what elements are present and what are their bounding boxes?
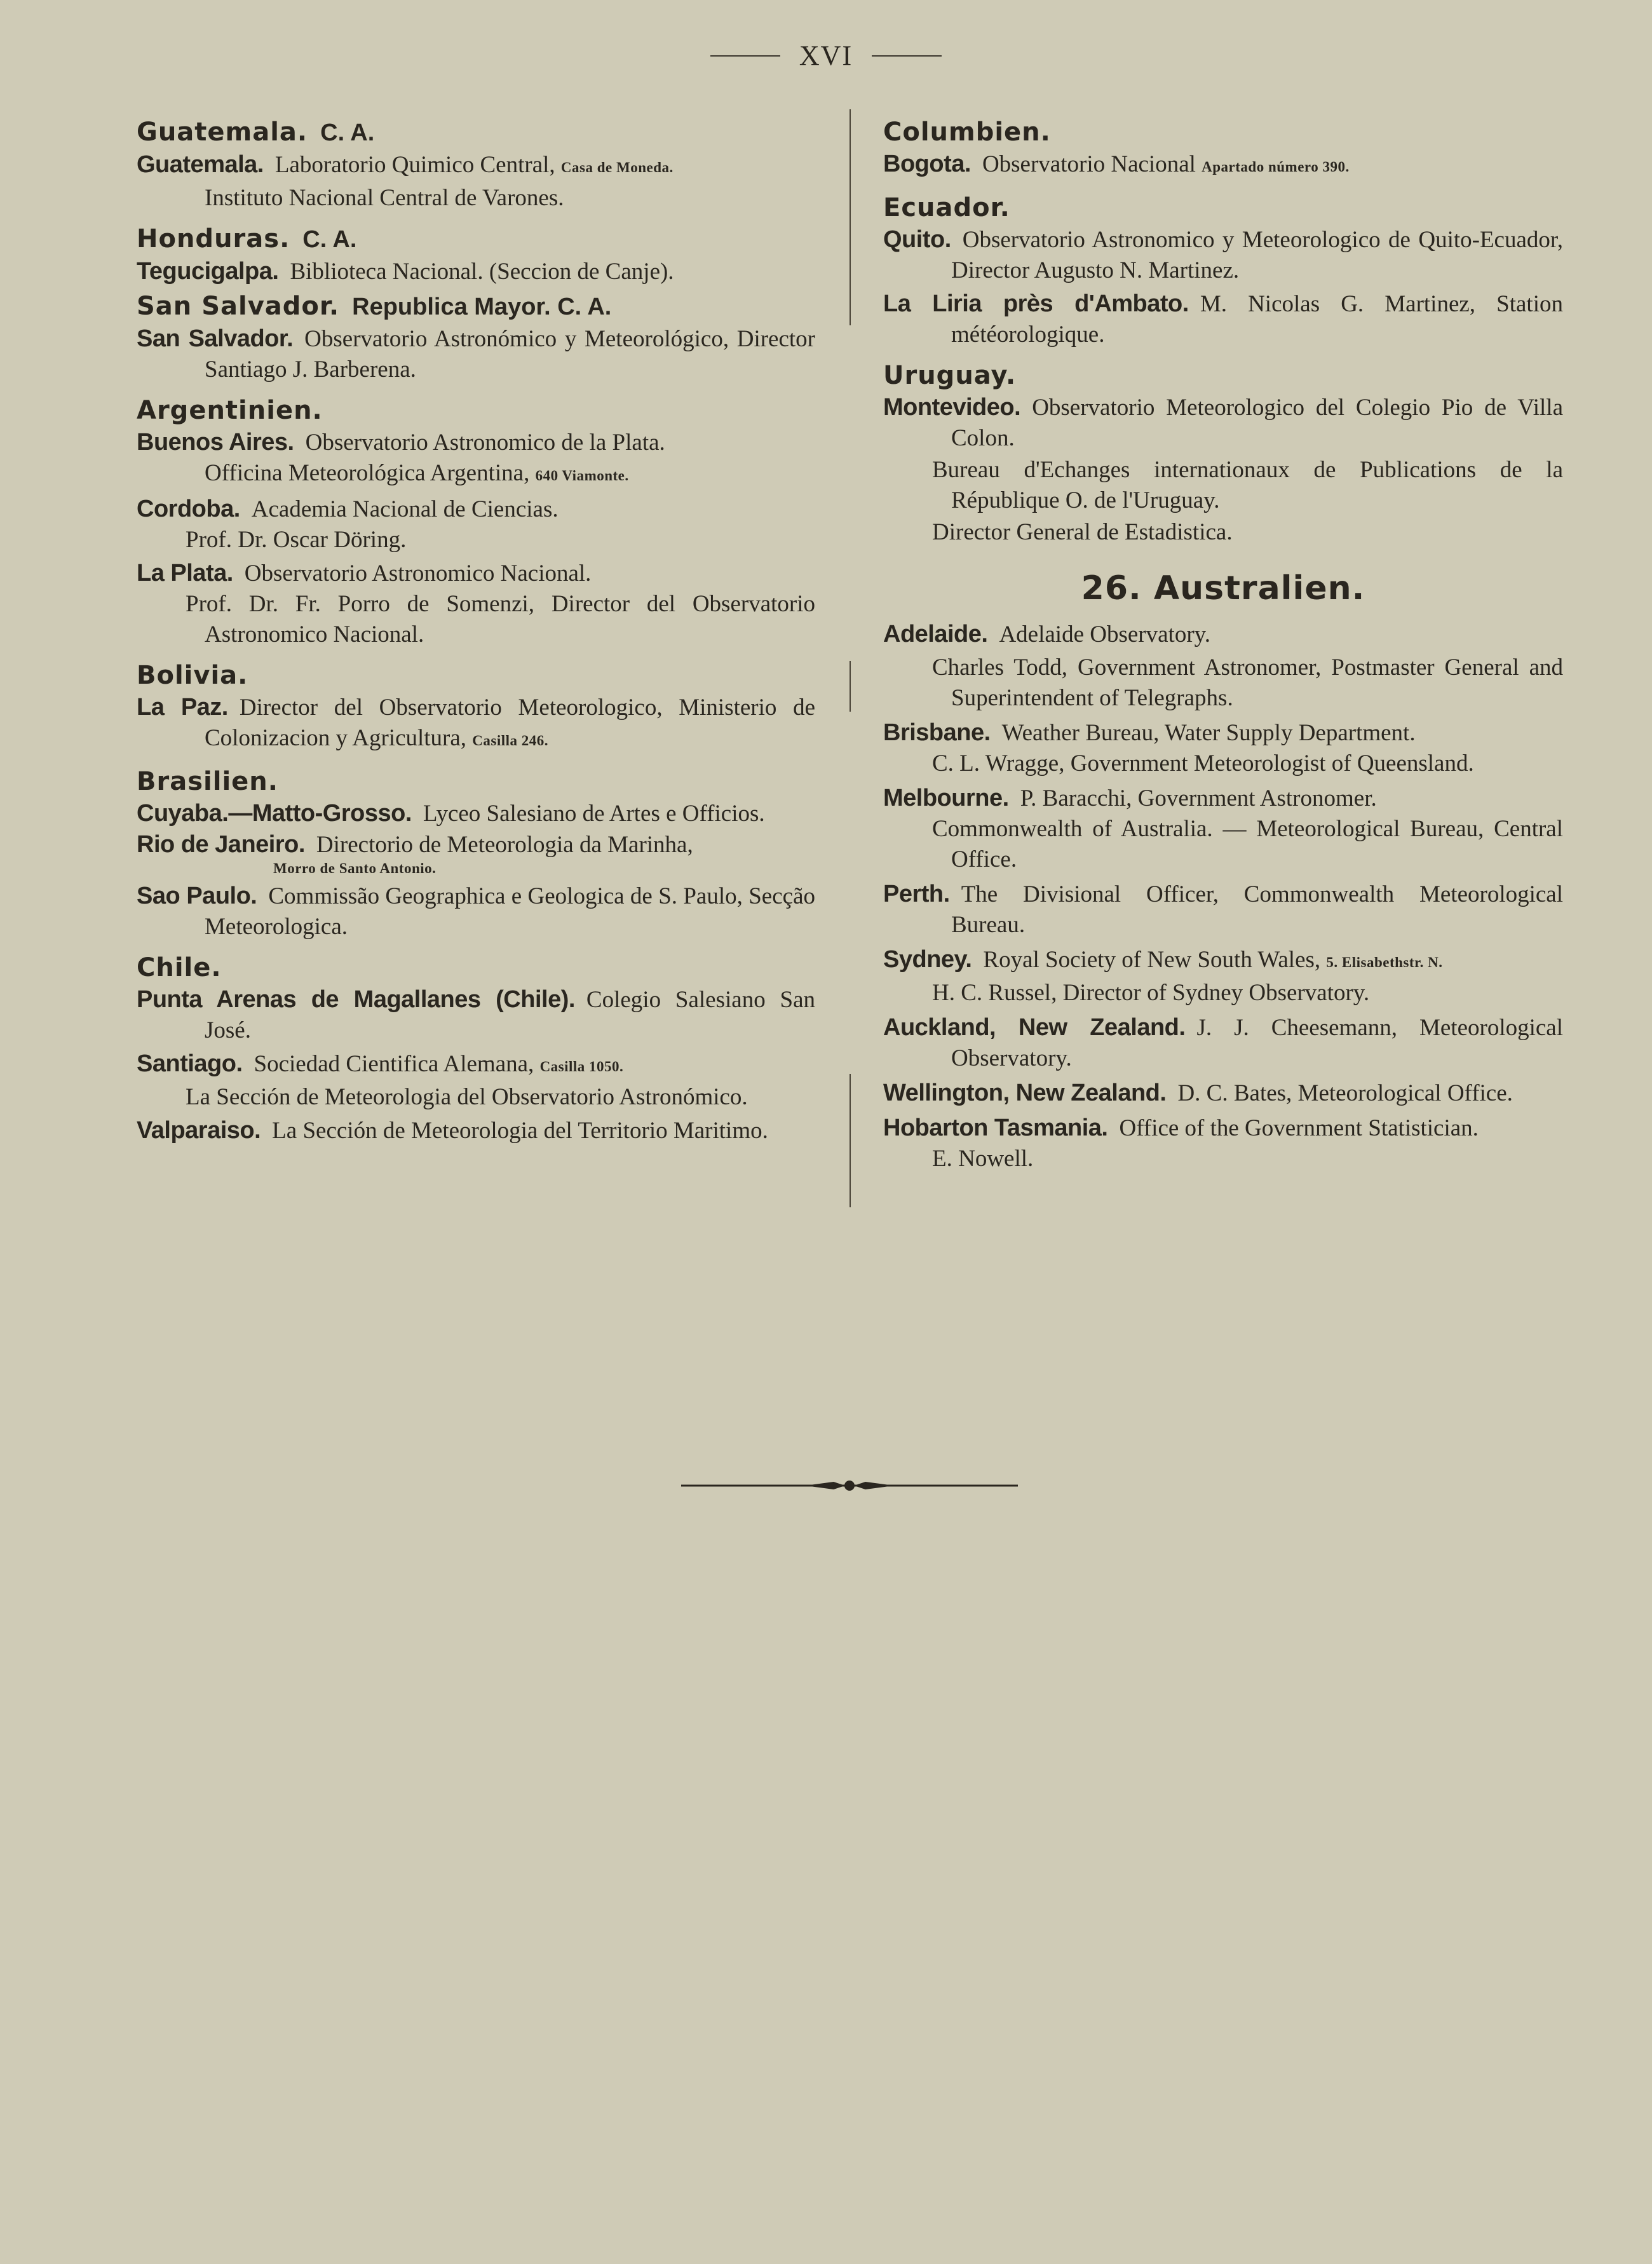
header-rule-right bbox=[872, 55, 942, 57]
column-separator bbox=[850, 109, 851, 325]
entry-adelaide-extra: Charles Todd, Government Astronomer, Postmaster General and Superintendent of Telegraphs. bbox=[932, 654, 1563, 711]
entry-hobarton: Hobarton Tasmania. Office of the Government Statistician. bbox=[883, 1115, 1479, 1141]
country-heading-honduras: Honduras. C. A. bbox=[137, 224, 357, 254]
column-separator bbox=[850, 1074, 851, 1207]
entry-bogota: Bogota. Observatorio Nacional Apartado número 390. bbox=[883, 151, 1350, 177]
country-heading-uruguay: Uruguay. bbox=[883, 361, 1017, 390]
entry-rio: Rio de Janeiro. Directorio de Meteorologia da Marinha, bbox=[137, 831, 693, 858]
entry-montevideo-bureau: Bureau d'Echanges internationaux de Publications de la République O. de l'Uruguay. bbox=[932, 457, 1563, 513]
entry-la-plata: La Plata. Observatorio Astronomico Nacional. bbox=[137, 560, 592, 586]
ornament-divider-icon bbox=[681, 1473, 1018, 1498]
country-heading-bolivia: Bolivia. bbox=[137, 661, 248, 690]
page-header bbox=[0, 39, 1652, 72]
country-heading-guatemala: Guatemala. C. A. bbox=[137, 118, 375, 147]
entry-rio-note: Morro de Santo Antonio. bbox=[273, 860, 437, 876]
section-heading-australien: 26. Australien. bbox=[1081, 569, 1365, 607]
country-heading-argentinien: Argentinien. bbox=[137, 396, 323, 425]
header-rule-left bbox=[710, 55, 780, 57]
country-heading-ecuador: Ecuador. bbox=[883, 193, 1010, 222]
entry-sydney-extra: H. C. Russel, Director of Sydney Observatory. bbox=[932, 980, 1370, 1006]
entry-buenos-aires-extra: Officina Meteorológica Argentina, 640 Viamonte. bbox=[205, 460, 629, 486]
entry-melbourne: Melbourne. P. Baracchi, Government Astronomer. bbox=[883, 785, 1377, 811]
entry-auckland: Auckland, New Zealand. J. J. Cheesemann, Meteorological Observatory. bbox=[883, 1014, 1564, 1071]
entry-cordoba-extra: Prof. Dr. Oscar Döring. bbox=[186, 527, 407, 553]
entry-tegucigalpa: Tegucigalpa. Biblioteca Nacional. (Seccion de Canje). bbox=[137, 258, 674, 285]
entry-cuyaba: Cuyaba.—Matto-Grosso. Lyceo Salesiano de Artes e Officios. bbox=[137, 800, 765, 827]
entry-la-paz: La Paz. Director del Observatorio Meteorologico, Ministerio de Colonizacion y Agricultura, Casilla 246. bbox=[137, 694, 815, 751]
right-column bbox=[883, 107, 1563, 1174]
entry-sydney: Sydney. Royal Society of New South Wales, 5. Elisabethstr. N. bbox=[883, 946, 1443, 973]
entry-sao-paulo: Sao Paulo. Commissão Geographica e Geologica de S. Paulo, Secção Meteorologica. bbox=[137, 883, 815, 940]
entry-montevideo: Montevideo. Observatorio Meteorologico del Colegio Pio de Villa Colon. bbox=[883, 394, 1563, 451]
entry-santiago-extra: La Sección de Meteorologia del Observatorio Astronómico. bbox=[186, 1084, 748, 1110]
entry-cordoba: Cordoba. Academia Nacional de Ciencias. bbox=[137, 496, 559, 522]
country-heading-salvador: San Salvador. Republica Mayor. C. A. bbox=[137, 292, 612, 321]
entry-wellington: Wellington, New Zealand. D. C. Bates, Meteorological Office. bbox=[883, 1080, 1513, 1106]
entry-guatemala: Guatemala. Laboratorio Quimico Central, Casa de Moneda. bbox=[137, 151, 674, 178]
entry-melbourne-extra: Commonwealth of Australia. — Meteorological Bureau, Central Office. bbox=[932, 816, 1563, 872]
country-heading-columbien: Columbien. bbox=[883, 118, 1051, 147]
left-column bbox=[137, 107, 815, 1146]
entry-perth: Perth. The Divisional Officer, Commonwealth Meteorological Bureau. bbox=[883, 881, 1563, 938]
entry-valparaiso: Valparaiso. La Sección de Meteorologia del Territorio Maritimo. bbox=[137, 1117, 768, 1144]
country-heading-chile: Chile. bbox=[137, 953, 222, 982]
entry-montevideo-director: Director General de Estadistica. bbox=[932, 519, 1233, 545]
country-heading-brasilien: Brasilien. bbox=[137, 767, 278, 796]
entry-hobarton-extra: E. Nowell. bbox=[932, 1146, 1034, 1172]
entry-brisbane-extra: C. L. Wragge, Government Meteorologist of Queensland. bbox=[932, 750, 1474, 776]
entry-guatemala-extra: Instituto Nacional Central de Varones. bbox=[205, 185, 564, 211]
entry-san-salvador: San Salvador. Observatorio Astronómico y Meteorológico, Director Santiago J. Barberena. bbox=[137, 325, 816, 383]
entry-la-plata-extra: Prof. Dr. Fr. Porro de Somenzi, Director del Observatorio Astronomico Nacional. bbox=[186, 591, 815, 647]
entry-adelaide: Adelaide. Adelaide Observatory. bbox=[883, 621, 1210, 647]
entry-la-liria: La Liria près d'Ambato. M. Nicolas G. Martinez, Station météorologique. bbox=[883, 290, 1563, 348]
entry-santiago: Santiago. Sociedad Cientifica Alemana, Casilla 1050. bbox=[137, 1050, 624, 1077]
entry-buenos-aires: Buenos Aires. Observatorio Astronomico de la Plata. bbox=[137, 429, 665, 456]
entry-brisbane: Brisbane. Weather Bureau, Water Supply Department. bbox=[883, 719, 1416, 746]
page-number: XVI bbox=[799, 40, 853, 71]
entry-punta-arenas: Punta Arenas de Magallanes (Chile). Colegio Salesiano San José. bbox=[137, 986, 815, 1043]
column-separator bbox=[850, 661, 851, 712]
entry-quito: Quito. Observatorio Astronomico y Meteorologico de Quito-Ecuador, Director Augusto N. Martinez. bbox=[883, 226, 1563, 283]
